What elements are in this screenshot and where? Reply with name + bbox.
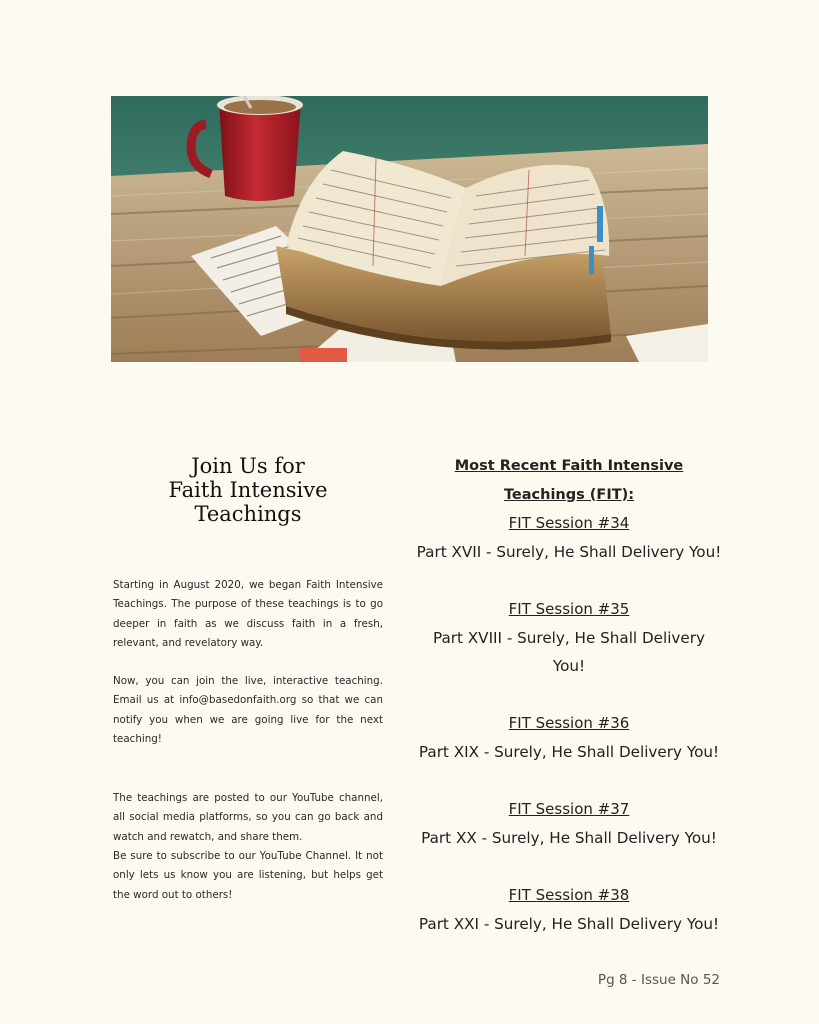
session-title-link[interactable]: FIT Session #37 bbox=[508, 800, 630, 819]
join-us-heading-line-1: Join Us for bbox=[191, 454, 305, 478]
session-description: Part XVII - Surely, He Shall Delivery You! bbox=[416, 542, 722, 561]
session-title-link[interactable]: FIT Session #34 bbox=[508, 514, 630, 533]
page-number-label: Pg 8 - Issue No 52 bbox=[597, 972, 720, 988]
session-item bbox=[414, 509, 724, 566]
session-item bbox=[414, 709, 724, 766]
recent-sessions-heading bbox=[414, 452, 724, 509]
session-description: Part XIX - Surely, He Shall Delivery You! bbox=[418, 742, 720, 761]
intro-paragraph: Starting in August 2020, we began Faith Intensive Teachings. The purpose of these teachings is to go deeper in faith as we discuss faith in a fresh, relevant, and revelatory way. bbox=[113, 579, 383, 649]
youtube-posting-paragraph: The teachings are posted to our YouTube channel, all social media platforms, so you can go back and watch and rewatch, and share them. bbox=[113, 792, 383, 843]
session-item bbox=[414, 795, 724, 852]
join-us-heading-line-3: Teachings bbox=[194, 502, 302, 526]
hero-photo bbox=[111, 96, 708, 362]
session-description: Part XXI - Surely, He Shall Delivery You! bbox=[418, 914, 720, 933]
join-us-heading bbox=[118, 454, 378, 526]
recent-sessions-column bbox=[414, 452, 724, 938]
session-title-link[interactable]: FIT Session #38 bbox=[508, 885, 630, 904]
join-us-heading-line-2: Faith Intensive bbox=[168, 478, 328, 502]
session-description: Part XX - Surely, He Shall Delivery You! bbox=[421, 828, 717, 847]
recent-sessions-heading-line-1: Most Recent Faith Intensive bbox=[454, 458, 684, 474]
session-item bbox=[414, 595, 724, 681]
recent-sessions-heading-line-2: Teachings (FIT): bbox=[503, 486, 635, 503]
session-title-link[interactable]: FIT Session #36 bbox=[508, 714, 630, 733]
session-title-link[interactable]: FIT Session #35 bbox=[508, 599, 630, 618]
bible-and-coffee-illustration bbox=[111, 96, 708, 362]
subscribe-paragraph: Be sure to subscribe to our YouTube Channel. It not only lets us know you are listening, but helps get the word out to others! bbox=[113, 850, 383, 901]
join-live-paragraph: Now, you can join the live, interactive teaching. Email us at info@basedonfaith.org so that we can notify you when we are going live for the next teaching! bbox=[113, 675, 383, 745]
session-description: Part XVIII - Surely, He Shall Delivery You! bbox=[432, 628, 706, 676]
session-item bbox=[414, 881, 724, 938]
